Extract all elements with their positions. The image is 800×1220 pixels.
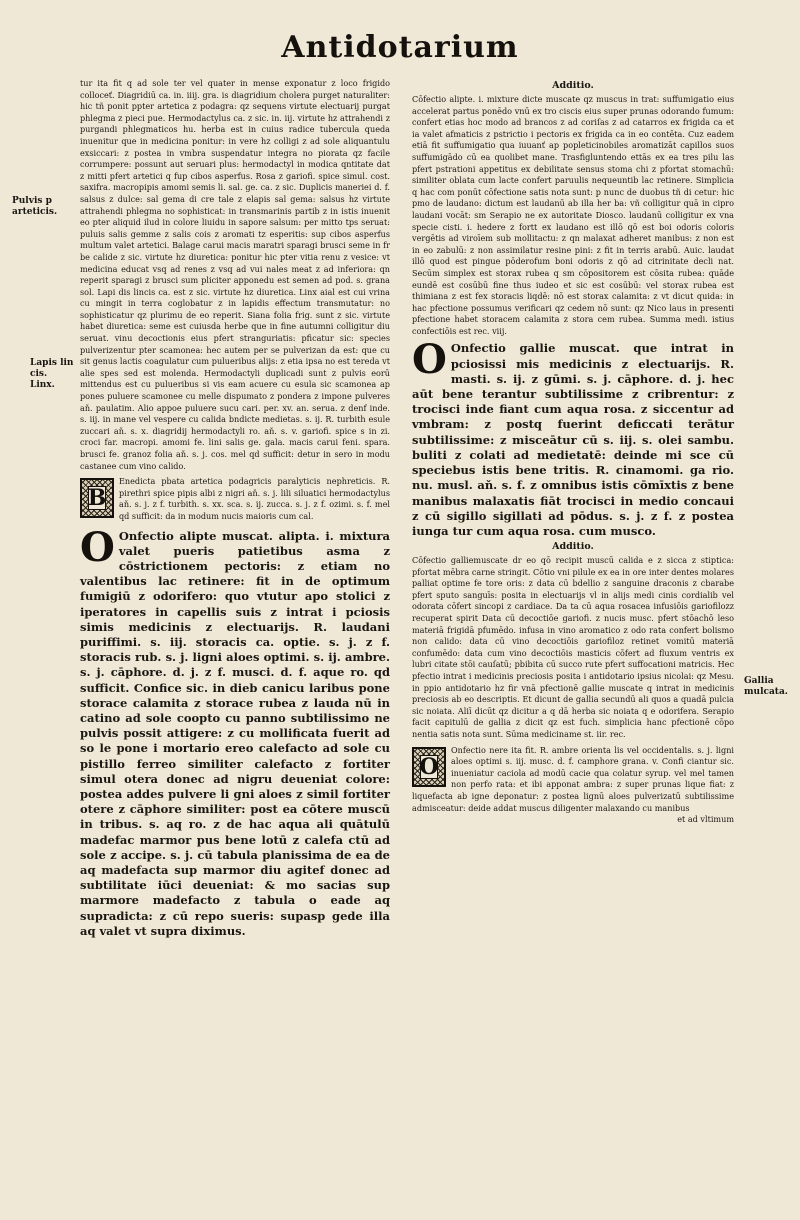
margin-note-line: arteticis.: [12, 207, 58, 217]
woodcut-letter: O: [419, 753, 439, 780]
margin-note-line: Gallia: [744, 676, 774, 686]
right-paragraph-3: Cōfectio galliemuscate dr eo qō recipit muscū calida e z sicca z stiptica: pfortat mēbra carne stringit. Cōtio vni pilule ex ea in ore inter dentes molares palliat optime fe tore oris: z data cū bdellio z sanguine draconis z cbarabe pfert sputo sanguīs: posita in electuarijs vl in alijs medi cinis cordialib vel odorata cōfert sincopi z cardiace. Da ta cū aqua rosacea infusiōis gariofilozz recuperat spirit Data cū decoctiōe gariofi. z nucis musc. pfert stōachō leso materiā frigidā pfumēdo. infusa in vino aromatico z odo rata confert bolismo non calido: data cū vino decoctiōis gariofiloz retinet vomitū materiā confumēdo: data cum vino decoctiōis masticis cōfert ad fluxum ventris ex lubri citate stōi cauſatū; pbibita cū succo rute pfert suffocationi matricis. Hec pfectio intrat i medicinis preciosis posita i antidotario ipsius nicolai: qz Mesu. in ppio antidotario hz fir vnā pfectionē gallie muscate q intrat in medicinis preciosis ab eo descriptis. Et dicunt de gallia secundū ali quos a quadā pulcia sic noiata. Aliī dicūt qz dicitur a q dā herba sic noiata q e odorifera. Serapio facit capitulū de gallia z dicit qz est fuch. simplicia hanc pfectionē cōpo nentia satis nota sunt. Sūma mediciname st. iir. rec.: [412, 555, 734, 740]
margin-note-pulvis: [12, 196, 57, 218]
nere-block: [412, 745, 734, 815]
margin-note-line: Pulvis p: [12, 196, 52, 206]
right-column: [412, 78, 734, 826]
additio-heading-1: Additio.: [552, 80, 594, 91]
left-paragraph-3: Onfectio alipte muscat. alipta. i. mixtura valet pueris patietibus asma z cōstrictionem pectoris: z etiam no valentibus lac retinere: fit in de optimum fumigiū z odorifero: quo vtutur apo stolici z iperatores in capellis suis z intrat i pciosis simis medicinis z electuarijs. R. laudani puriffimi. s. iij. storacis ca. optie. s. j. z f. storacis rub. s. j. ligni aloes optimi. s. ij. ambre. s. j. cāphore. d. j. z f. musci. d. f. aque ro. qd sufficit. Confice sic. in dieb canicu laribus pone storace calamita z storace rubea z lauda nū in catino ad sole coopto cu panno subtilissimo ne pulvis possit attigere: z cu mollificata fuerit ad so le pone i mortario ereo calefacto ad sole cu pistillo ferreo similiter calefacto z fortiter simul otera donec ad nigru deueniat colore: postea addes pulvere li gni aloes z simil fortiter otere z cāphore similiter: post ea cōtere muscū in tribus. s. aq ro. z de hac aqua ali quātulū madefac marmor pus bene lotū z calefa ctū ad sole z accipe. s. j. cū tabula planissima de ea de aq madefacta sup marmor diu agitef donec ad subtilitate iūci deueniat: & mo sacias sup marmore madefacto z tabula o eade aq supradicta: z cū repo sueris: supasp gede illa aq valet vt supra diximus.: [80, 528, 390, 938]
right-paragraph-4: Onfectio nere ita fit. R. ambre orienta lis vel occidentalis. s. j. ligni aloes optimi s. iij. musc. d. f. camphore grana. v. Confi ciantur sic. inueniatur caciola ad modū cacie qua colatur syrup. vel mel tamen non perfo rata: et ibi apponat ambra: z super prunas lique fiat: z liquefacta ab igne deponatur: z postea lignū aloes pulverizatū subtilissime admisceatur: deide addat muscus diligenter malaxando cu manibus: [412, 744, 734, 813]
woodcut-letter: B: [87, 485, 107, 512]
left-paragraph-1: tur ita fit q ad sole ter vel quater in mense exponatur z loco frigido colloceť. Diagridiū ca. in. iiij. gra. is diagridium cholera purget naturaliter: hic tñ ponit ppter artetica z podagra: qz sequens virtute electuarij purgat phlegma z pieci pue. Hermodactylus ca. z sic. in. iij. virtute hz attrahendi z purgandi phlegmaticos hu. herba est in cuius radice tubercula queda inuenitur que in medicina ponitur: in vere hz colligi z ad sole aliquantulu exsiccari: z postea in vmbra suspendatur integra no piorata qz facile corrumpere: possunt aut seruari plus: hermodactyl in modica qntitate dat z mitti pfert artetici q fup cibos asperfus. Rosa z gariofi. spice simul. cost. saxifra. macropipis amomi semis li. sal. ge. ca. z sic. Duplicis maneriei d. f. salsus z dulce: sal gema di cre tale z elapis sal gema: salsus hz virtute attrahendi phlegma no sophisticat: in transmarinis partib z in istis inuenit eo pter aliquid ilud in colore liuidu in sapore salsum: per mitto tps seruat: puluis salis gemme z salis cois z aromati tz esperitis: sup cibos asperfus multum valet artetici. Balage carui macis maratri sparagi brusci seme in fr be calide z sic. virtute hz diuretica: ponitur hic pter vitia renu z vesice: vt medicina educat vsq ad renes z vsq ad vui nales meat z ad inferiora: qn reperit sparagi z brusci sum pliciter apponedu est semen ad pod. s. grana sol. Lapi dis lincis ca. est z sic. virtute hz diuretica. Linx aial est cui vrina cu mingit in terra coglobatur z in lapidis effectum transmutatur: no sophisticatur qz plurimu de eo reperit. Siana folia frig. sunt z sic. virtute habet diuretica: seme est cuiusda herbe que in fine autumni colligitur diu seruat. vinu decoctionis eius pfert stranguriatis: pficatur sic: species pulverizentur pter scamonea: hec autem per se pulverizan da est: que cu sit genus lactis coagulatur cum pulueribus alijs: z etia ipsa no est tereda vt alie spes sed est molenda. Hermodactyli duplicadi sunt z pulvis eorū mittendus est cu pulueribus si vis eam acuere cu esula sic scamonea ap pones puluere scamonee cu melle dispumato z pondera z impone pulveres aň. paulatim. Alio appoe puluere sucu cari. per. xv. an. serua. z denf inde. s. iij. in mane vel vespere cu calida bndicte medietas. s. ij. R. turbith esule zuccari aň. s. x. diagridij hermodactyli ro. aň. s. v. gariofi. spice s in zi. croci far. macropi. amomi fe. lini salis ge. gala. macis carui feni. spara. brusci fe. granoz folia aň. s. j. cos. mel qd sufficit: detur in sero in modu castanee cum vino calido.: [80, 78, 390, 471]
initial-o-left: O: [80, 523, 115, 571]
right-paragraph-2: Onfectio gallie muscat. que intrat in pciosissi mis medicinis z electuarijs. R. masti. s. ij. z gūmi. s. j. cāphore. d. j. hec aūt bene terantur subtilissime z cribrentur: z trocisci inde fiant cum aqua rosa. z siccentur ad vmbram: z postq fuerint deficcati terātur subtilissime: z misceātur cū s. iij. s. olei sambu. buliti z colati ad medietatē: deinde mi sce cū speciebus istis bene tritis. R. cinamomi. ga rio. nu. musl. aň. s. f. z omnibus istis cōmīxtis z bene manibus malaxatis fiāt trocisci in medio concaui z cū sigillo sigillati ad pōdus. s. j. z f. z postea iunga tur cum aqua rosa. cum musco.: [412, 341, 734, 538]
benedicta-block: [80, 476, 390, 522]
additio-heading-2: Additio.: [552, 541, 594, 553]
margin-note-line: cis.: [30, 369, 48, 379]
margin-note-line: Linx.: [30, 380, 55, 390]
right-paragraph-1: Cōfectio alipte. i. mixture dicte muscate qz muscus in trat: suffumigatio eius accelerat partus ponēdo vnū ex tro ciscis eius super prunas odorando fumum: confert etias hoc modo ad brancos z ad coriſas z ad catarros ex frigida ca et ia valet afmaticis z pstrictio i pectoris ex frigida ca in eo contēta. Cuz eadem etiā fit suffumigatio qua iuuanť ap popleticinobiles aromatizāt capillos suos suffumigādo cū ea quolibet mane. Trasfigluntendo ettās ex ea tres pilu las pfert pstrationi appetitus ex debilitate sensus stoma chi z pfortat stomachū: similiter oblata cum lacte confert paruulis nequeuntib lac retinere. Simplicia q hac com ponūt cōfectione satis nota sunt: p nunc de duobus tñ di cetur: hic pmo de laudano: dictum est laudanū ab illa her ba: vñ colligitur quā in cipro laudani vocāt: sm Serapio ne ex autoritate Diosco. laudanū colligitur ex vna specie cisti. i. hedere z fortt ex laudano est illō qō est boi odoris coloris vergētis ad viroīem sub mollitactu: z qn malaxat adheret manibus: z non est in eo zabulū: z non assimilatur resine pini: z fit in terris arabū. Auic. laudat illō quod est pingue pōderofum boni odoris z qō ad citrinitate decli nat. Secūm simplex est storax rubea q sm cōpositorem est cōsita rubea: quāde eundē est cosūbū fine thus iudeo et sic est cosūbū: vel storax rubea est thimiana z est fex storacis liqdē: nō est storax calamita: z vt dicut quida: in hac pfectione possumus verificari qz cedem nō sunt: qz Nico laus in presenti pfectione habet storacem calamita z stora cem rubea. Summa medi. istius confectiōis est rec. viij.: [412, 94, 734, 336]
running-head: Antidotarium: [281, 30, 519, 65]
woodcut-initial-b: [80, 478, 114, 518]
left-column: [80, 78, 390, 939]
margin-note-gallia: [744, 676, 788, 698]
margin-note-lapis: [30, 358, 73, 391]
catchword: et ad vltimum: [677, 814, 734, 825]
woodcut-initial-o: [412, 747, 446, 787]
initial-o-right: O: [412, 336, 447, 384]
margin-note-line: mulcata.: [744, 687, 788, 697]
margin-note-line: Lapis lin: [30, 358, 74, 368]
alipte-block: [80, 523, 390, 939]
left-paragraph-2: Enedicta pbata artetica podagricis paralyticis nephreticis. R. pirethri spice pipis albi z nigri aň. s. j. lili siluatici hermodactylus aň. s. j. z f. turbith. s. xx. sca. s. ij. zucca. s. j. z f. ozimi. s. f. mel qd sufficit: da in modum nucis maioris cum cal.: [119, 476, 390, 521]
gallia-block: [412, 336, 734, 539]
